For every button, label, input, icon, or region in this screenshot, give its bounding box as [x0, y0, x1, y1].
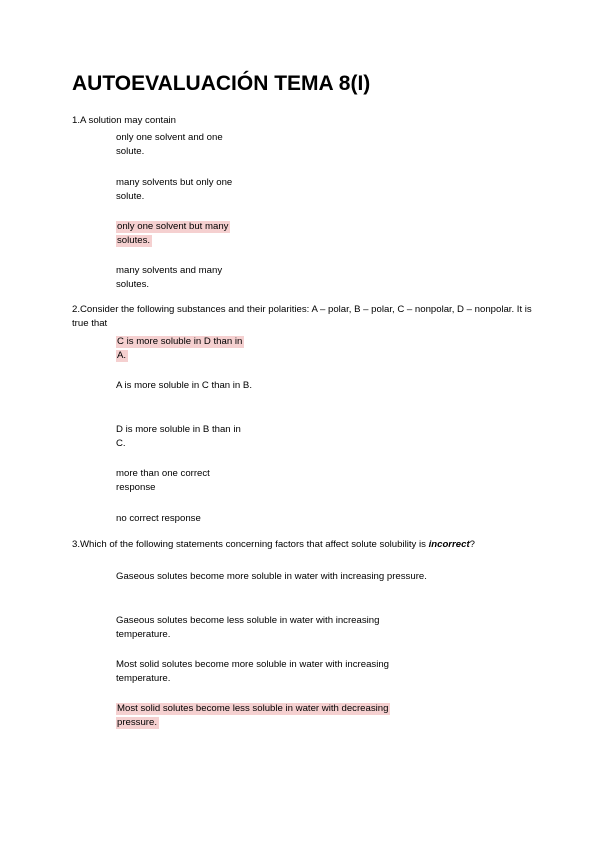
question-3-option-c	[116, 658, 432, 686]
question-3-text-before: 3.Which of the following statements concerning factors that affect solute solubility is	[72, 539, 429, 550]
option-text: no correct response	[116, 513, 201, 524]
option-text: more than one correct response	[116, 468, 210, 493]
option-text: Most solid solutes become more soluble in water with increasing temperature.	[116, 659, 390, 684]
selected-answer-highlight: Most solid solutes become less soluble in water with decreasing pressure.	[117, 703, 389, 728]
option-text: only one solvent and one solute.	[116, 132, 223, 157]
question-2-option-e	[116, 512, 252, 526]
question-2-option-a-selected	[116, 335, 252, 363]
question-1-option-a	[116, 131, 252, 159]
question-1-option-b	[116, 176, 252, 204]
page-title: AUTOEVALUACIÓN TEMA 8(I)	[72, 72, 371, 95]
question-2-option-c	[116, 423, 252, 451]
question-3-text	[72, 538, 532, 552]
option-text: Gaseous solutes become less soluble in water with increasing temperature.	[116, 615, 380, 640]
option-text: D is more soluble in B than in C.	[116, 424, 241, 449]
question-1-option-c-selected	[116, 220, 252, 248]
option-text: Gaseous solutes become more soluble in water with increasing pressure.	[116, 571, 427, 582]
selected-answer-highlight: C is more soluble in D than in A.	[117, 336, 243, 361]
question-3-text-after: ?	[469, 539, 475, 550]
option-text: many solvents but only one solute.	[116, 177, 233, 202]
option-text: many solvents and many solutes.	[116, 265, 223, 290]
question-3-emphasis: incorrect	[428, 539, 470, 550]
question-1-option-d	[116, 264, 252, 292]
question-2-text: 2.Consider the following substances and their polarities: A – polar, B – polar, C – nonpolar, D – nonpolar. It is true that	[72, 304, 532, 329]
question-3-option-a	[116, 570, 432, 584]
question-2-option-b	[116, 379, 252, 393]
question-1-text: 1.A solution may contain	[72, 115, 176, 126]
option-text: A is more soluble in C than in B.	[116, 380, 252, 391]
selected-answer-highlight: only one solvent but many solutes.	[117, 221, 229, 246]
question-2-option-d	[116, 467, 236, 495]
question-3-option-d-selected	[116, 702, 432, 730]
question-3-option-b	[116, 614, 432, 642]
